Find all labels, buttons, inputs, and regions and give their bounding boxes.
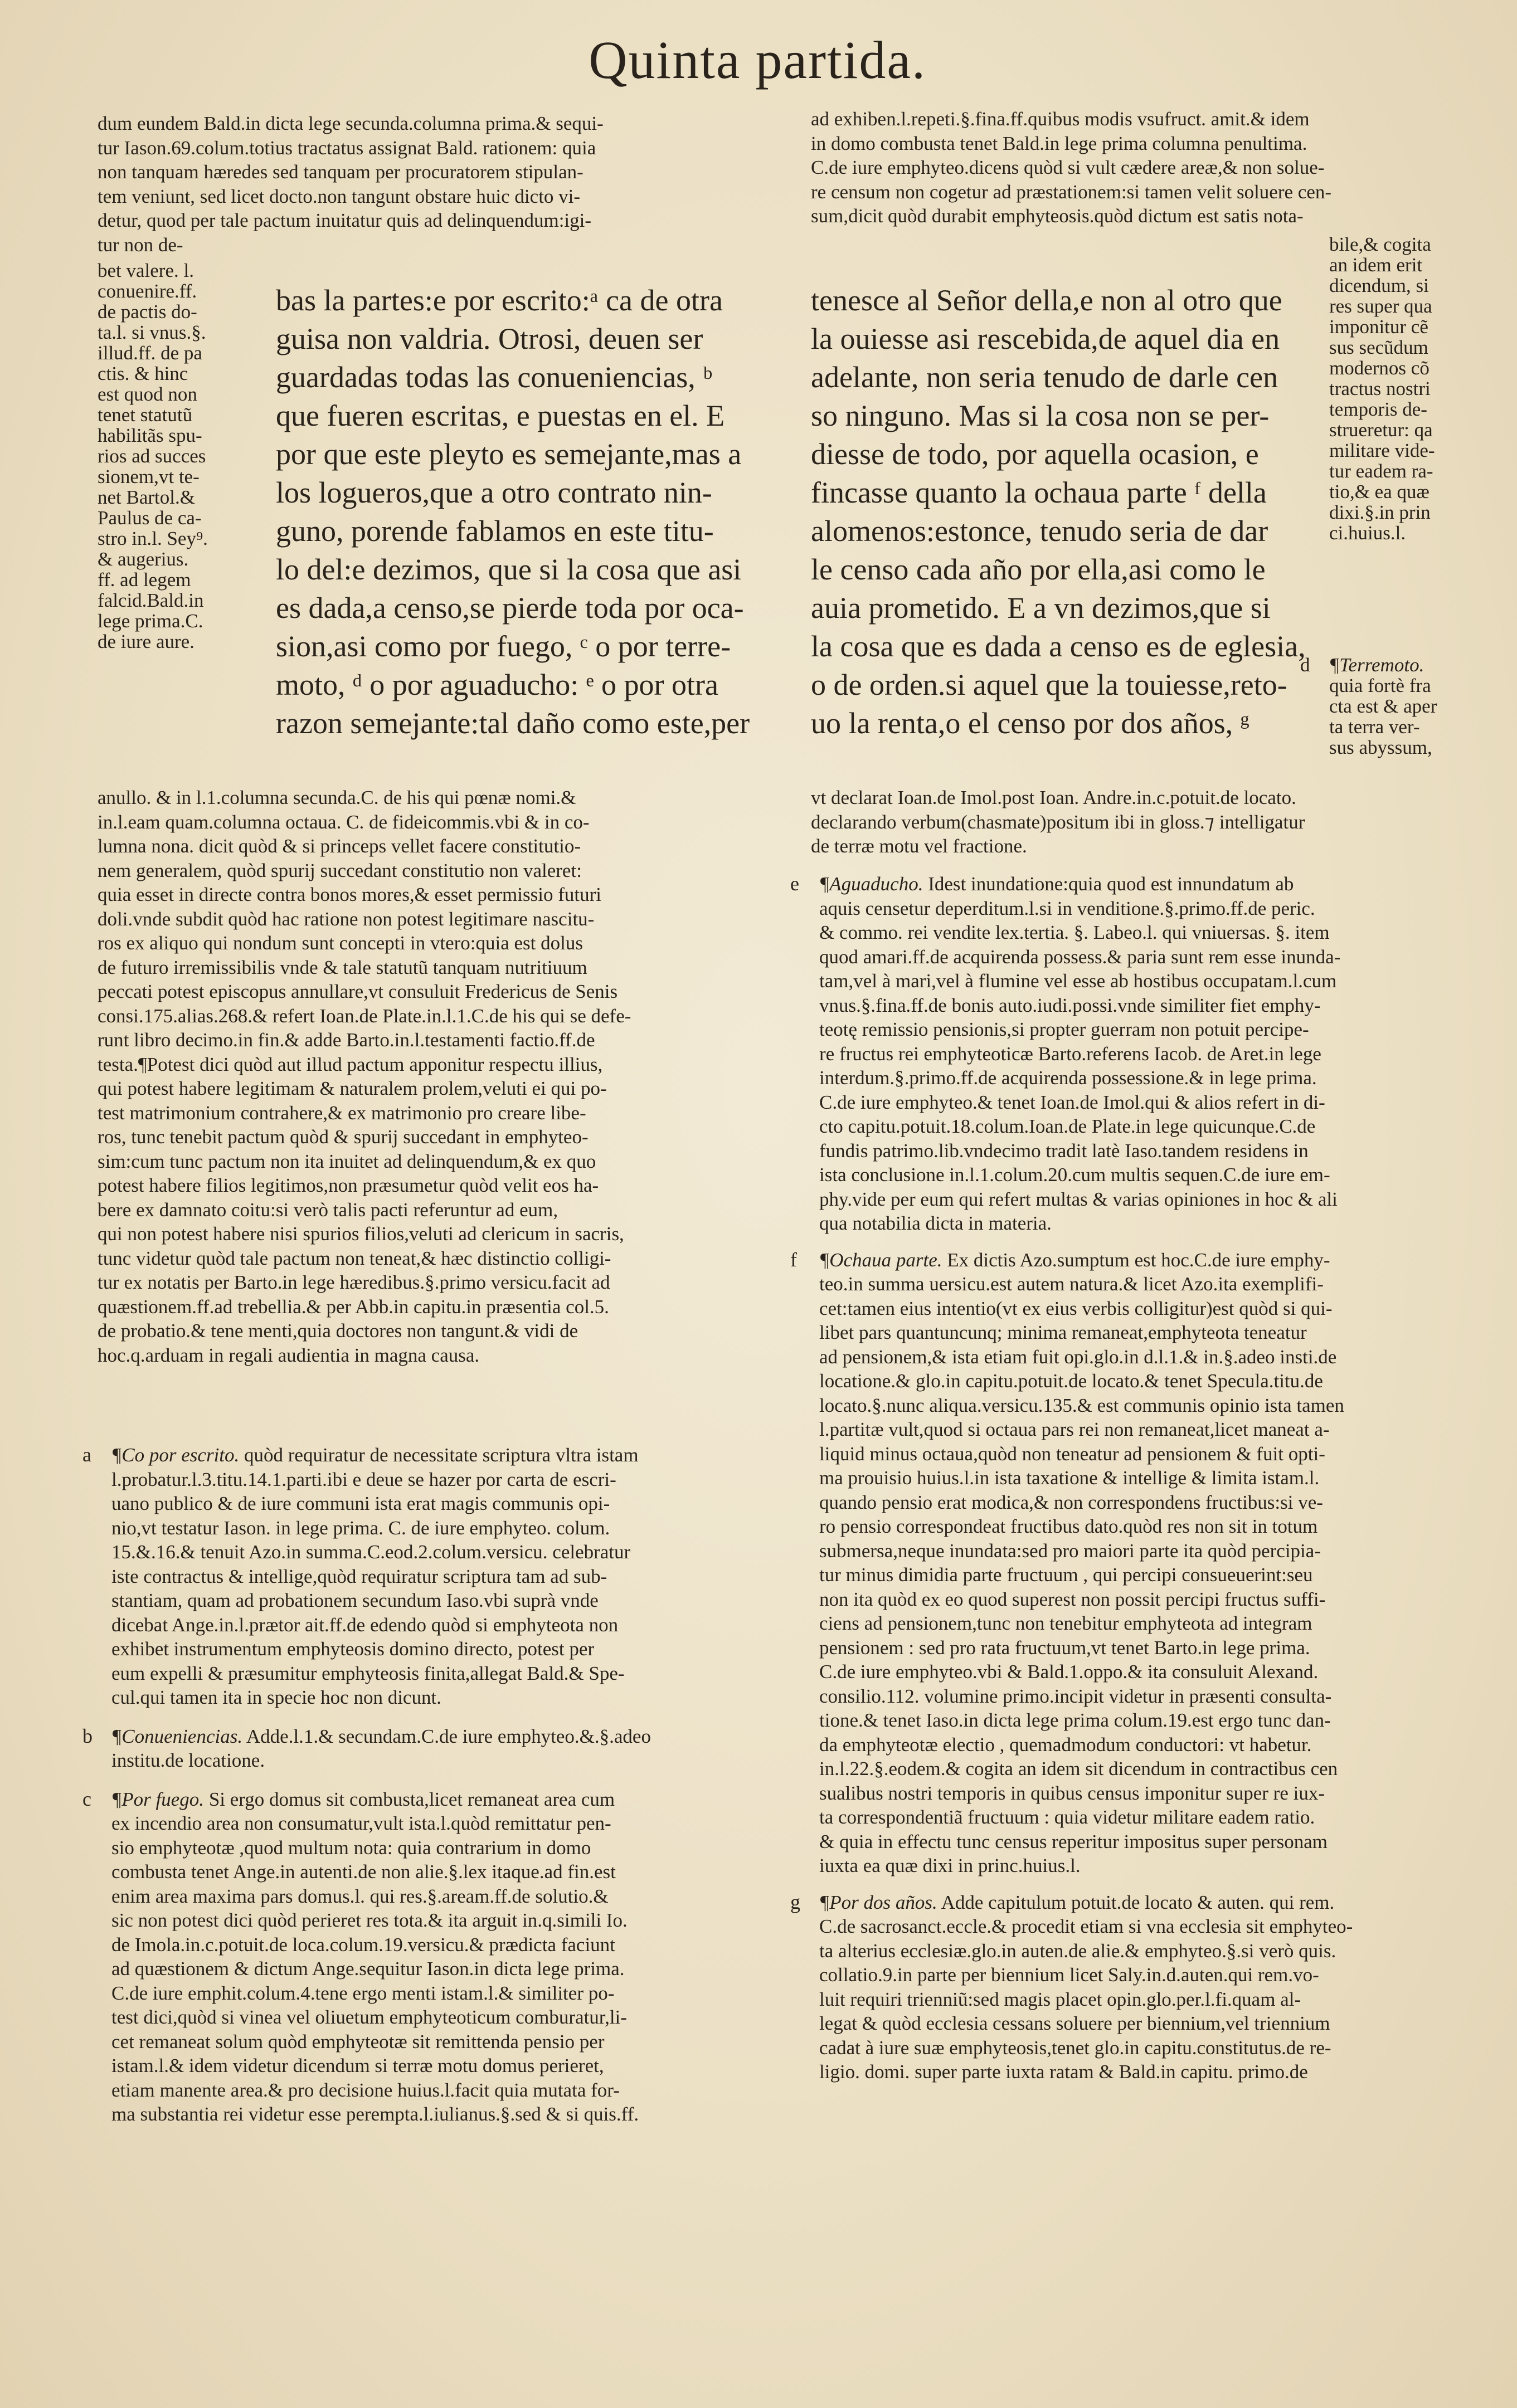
note-line: ad pensionem,& ista etiam fuit opi.glo.in d.l.1.& in.§.adeo insti.de [819, 1346, 1337, 1368]
left-main-text [276, 281, 777, 743]
gloss-line: tem veniunt, sed licet docto.non tangunt obstare huic dicto vi- [98, 185, 581, 207]
main-text-line: guno, porende fablamos en este titu- [276, 514, 714, 548]
gloss-line: tur ex notatis per Barto.in lege hæredibus.§.primo versicu.facit ad [98, 1271, 610, 1293]
margin-line: & augerius. [98, 548, 189, 570]
main-text-line: guardadas todas las conueniencias, ᵇ [276, 360, 712, 394]
note-line: cto capitu.potuit.18.colum.Ioan.de Plate.in lege quicunque.C.de [819, 1115, 1316, 1137]
note-line: legat & quòd ecclesia cessans soluere per biennium,vel triennium [819, 2012, 1330, 2034]
note-line: libet pars quantuncunq; minima remaneat,emphyteota teneatur [819, 1322, 1307, 1343]
note-line: phy.vide per eum qui refert multas & varias opiniones in hoc & ali [819, 1188, 1338, 1210]
note-line: combusta tenet Ange.in autenti.de non alie.§.lex itaque.ad fin.est [111, 1861, 616, 1883]
note-line: l.partitæ vult,quod si octaua pars rei non remaneat,licet maneat a- [819, 1419, 1330, 1440]
gloss-line: peccati potest episcopus annullare,vt consuluit Fredericus de Senis [98, 981, 618, 1002]
right-margin-note-d [1300, 654, 1480, 758]
gloss-line: lumna nona. dicit quòd & si princeps vellet facere constitutio- [98, 835, 581, 857]
gloss-line: tur non de- [98, 233, 183, 256]
note-line: teo.in summa uersicu.est autem natura.& licet Azo.ita exemplifi- [819, 1273, 1324, 1295]
gloss-line: potest habere filios legitimos,non præsumetur quòd velit eos ha- [98, 1174, 599, 1196]
gloss-line: re censum non cogetur ad præstationem:si tamen velit soluere cen- [811, 181, 1332, 203]
gloss-line: sim:cum tunc pactum non ita inuitet ad delinquendum,& ex quo [98, 1150, 596, 1172]
note-line: tam,vel à mari,vel à flumine vel esse ab hostibus occupatam.l.cum [819, 970, 1337, 992]
note-line: l.probatur.l.3.titu.14.1.parti.ibi e deue se hazer por carta de escri- [111, 1468, 616, 1490]
note-line: quod amari.ff.de acquirenda possess.& paria sunt rem esse inunda- [819, 945, 1341, 968]
note-line: C.de sacrosanct.eccle.& procedit etiam si vna ecclesia sit emphyteo- [819, 1915, 1353, 1937]
main-text-line: auia prometido. E a vn dezimos,que si [811, 591, 1271, 625]
note-heading: ¶Por fuego. [111, 1788, 205, 1810]
note-line: cet:tamen eius intentio(vt ex eius verbis colligitur)est quòd si qui- [819, 1297, 1333, 1319]
note-line: da emphyteotæ electio , quemadmodum conductori: vt habetur. [819, 1733, 1312, 1756]
note-line: etiam manente area.& pro decisione huius.l.facit quia mutata for- [111, 2079, 620, 2101]
margin-line: ci.huius.l. [1329, 522, 1406, 544]
note-line: sus abyssum, [1329, 737, 1432, 758]
right-gloss-top [811, 107, 1469, 228]
main-text-line: so ninguno. Mas si la cosa non se per- [811, 399, 1270, 432]
gloss-line: quæstionem.ff.ad trebellia.& per Abb.in capitu.in præsentia col.5. [98, 1295, 609, 1318]
note-line: vnus.§.fina.ff.de bonis auto.iudi.possi.vnde similiter fiet emphy- [819, 994, 1321, 1016]
main-text-line: la ouiesse asi rescebida,de aquel dia en [811, 322, 1280, 355]
note-heading: ¶Conueniencias. [111, 1725, 243, 1747]
margin-line: bile,& cogita [1329, 233, 1431, 255]
note-line: ro pensio correspondeat fructibus dato.quòd res non sit in totum [819, 1515, 1318, 1537]
note-line: C.de iure emphit.colum.4.tene ergo menti istam.l.& similiter po- [111, 1982, 615, 2004]
note-line: Adde.l.1.& secundam.C.de iure emphyteo.&.§.adeo [242, 1725, 651, 1747]
note-line: dicebat Ange.in.l.prætor ait.ff.de edendo quòd si emphyteota non [111, 1614, 619, 1636]
main-text-line: razon semejante:tal daño como este,per [276, 706, 750, 740]
margin-line: ta.l. si vnus.§. [98, 321, 206, 343]
margin-line: res super qua [1329, 295, 1432, 317]
gloss-line: C.de iure emphyteo.dicens quòd si vult cædere areæ,& non solue- [811, 157, 1325, 178]
note-heading: ¶Co por escrito. [111, 1444, 240, 1466]
note-first-line [111, 1443, 772, 1468]
gloss-line: test matrimonium contrahere,& ex matrimonio pro creare libe- [98, 1101, 586, 1124]
gloss-line: testa.¶Potest dici quòd aut illud pactum apponitur respectu illius, [98, 1053, 603, 1075]
right-gloss-after-d [811, 786, 1469, 859]
note-line: istam.l.& idem videtur dicendum si terræ motu domus perieret, [111, 2055, 604, 2076]
gloss-line: tur Iason.69.colum.totius tractatus assignat Bald. rationem: quia [98, 137, 596, 159]
note-line: quando pensio erat modica,& non correspondens fructibus:si ve- [819, 1491, 1323, 1513]
note-line: ista conclusione in.l.1.colum.20.cum multis sequen.C.de iure em- [819, 1164, 1330, 1186]
gloss-line: runt libro decimo.in fin.& adde Barto.in.l.testamenti factio.ff.de [98, 1029, 595, 1051]
main-text-line: bas la partes:e por escrito:ᵃ ca de otra [276, 284, 723, 317]
note-first-line [819, 1890, 1469, 1915]
note-line: iste contractus & intellige,quòd requiratur scriptura tam ad sub- [111, 1565, 607, 1587]
gloss-line: ad exhiben.l.repeti.§.fina.ff.quibus modis vsufruct. amit.& idem [811, 108, 1310, 130]
main-text-line: es dada,a censo,se pierde toda por oca- [276, 591, 744, 625]
note-line: ciens ad pensionem,tunc non tenebitur emphyteota ad integram [819, 1612, 1312, 1634]
note-line: luit requiri trienniũ:sed magis placet opin.glo.per.l.fi.quam al- [819, 1988, 1301, 2010]
right-notes [790, 872, 1469, 2084]
note-line: C.de iure emphyteo.& tenet Ioan.de Imol.qui & alios refert in di- [819, 1091, 1325, 1113]
main-text-line: la cosa que es dada a censo es de eglesia, [811, 630, 1306, 663]
main-text-line: adelante, non seria tenudo de darle cen [811, 360, 1278, 394]
main-text-line: moto, ᵈ o por aguaducho: ᵉ o por otra [276, 668, 718, 701]
note-line: quia fortè fra [1329, 675, 1431, 696]
note-line: consilio.112. volumine primo.incipit videtur in præsenti consulta- [819, 1685, 1332, 1707]
note-line: & commo. rei vendite lex.tertia. §. Labeo.l. qui vniuersas. §. item [819, 922, 1330, 943]
gloss-line: detur, quod per tale pactum inuitatur quis ad delinquendum:igi- [98, 209, 592, 231]
gloss-note [82, 1787, 772, 2127]
main-text-line: alomenos:estonce, tenudo seria de dar [811, 514, 1268, 548]
margin-line: Paulus de ca- [98, 507, 202, 529]
right-margin-gloss [1329, 234, 1480, 543]
note-letter: d [1300, 654, 1310, 676]
note-line: non ita quòd ex eo quod superest non possit percipi fructus suffi- [819, 1588, 1326, 1610]
margin-line: ctis. & hinc [98, 363, 188, 384]
left-margin-gloss [98, 260, 270, 652]
note-line: pensionem : sed pro rata fructuum,vt tenet Barto.in lege prima. [819, 1636, 1310, 1659]
margin-line: de iure aure. [98, 631, 195, 652]
main-text-line: le censo cada año por ella,asi como le [811, 553, 1266, 586]
margin-line: sionem,vt te- [98, 466, 200, 488]
note-line: sic non potest dici quòd perieret res tota.& ita arguit in.q.simili Io. [111, 1909, 628, 1931]
note-line: stantiam, quam ad probationem secundum Iaso.vbi suprà vnde [111, 1590, 599, 1611]
margin-line: strueretur: qa [1329, 419, 1433, 441]
note-first-line [111, 1787, 772, 1812]
gloss-line: anullo. & in l.1.columna secunda.C. de his qui pœnæ nomi.& [98, 787, 576, 808]
gloss-note [82, 1443, 772, 1710]
margin-line: falcid.Bald.in [98, 589, 204, 611]
margin-line: lege prima.C. [98, 610, 203, 632]
margin-line: illud.ff. de pa [98, 342, 202, 364]
note-line: ta alterius ecclesiæ.glo.in auten.de alie.& emphyteo.§.si verò quis. [819, 1939, 1336, 1962]
main-text-line: tenesce al Señor della,e non al otro que [811, 284, 1282, 317]
gloss-line: in domo combusta tenet Bald.in lege prima columna penultima. [811, 132, 1307, 154]
note-line: locato.§.nunc aliqua.versicu.135.& est communis opinio ista tamen [819, 1394, 1344, 1416]
margin-line: habilitãs spu- [98, 425, 202, 446]
note-letter: c [82, 1787, 91, 1810]
margin-line: tractus nostri [1329, 378, 1431, 399]
note-line: locatione.& glo.in capitu.potuit.de locato.& tenet Specula.titu.de [819, 1370, 1323, 1392]
note-letter: f [790, 1248, 797, 1271]
note-line: test dici,quòd si vinea vel oliuetum emphyteoticum comburatur,li- [111, 2006, 627, 2028]
gloss-line: de futuro irremissibilis vnde & tale statutũ tanquam nutritiuum [98, 956, 587, 978]
note-line: institu.de locatione. [111, 1749, 265, 1771]
note-letter: b [82, 1724, 93, 1747]
main-text-line: por que este pleyto es semejante,mas a [276, 437, 742, 471]
page-title: Quinta partida. [589, 30, 926, 90]
gloss-line: dum eundem Bald.in dicta lege secunda.columna prima.& sequi- [98, 113, 604, 134]
gloss-line: de terræ motu vel fractione. [811, 835, 1027, 857]
note-line: ligio. domi. super parte iuxta ratam & Bald.in capitu. primo.de [819, 2061, 1308, 2083]
main-text-line: guisa non valdria. Otrosi, deuen ser [276, 322, 703, 355]
margin-line: dixi.§.in prin [1329, 501, 1431, 523]
gloss-note [82, 1724, 772, 1773]
main-text-line: o de orden.si aquel que la touiesse,reto- [811, 668, 1287, 701]
note-line: Idest inundatione:quia quod est innundatum ab [923, 873, 1294, 895]
note-first-line [111, 1724, 772, 1749]
margin-line: de pactis do- [98, 301, 197, 323]
note-line: ma prouisio huius.l.in ista taxatione & intellige & limita istam.l. [819, 1467, 1320, 1489]
gloss-line: qui non potest habere nisi spurios filios,veluti ad clericum in sacris, [98, 1223, 624, 1245]
note-line: C.de iure emphyteo.vbi & Bald.1.oppo.& ita consuluit Alexand. [819, 1661, 1319, 1683]
note-line: cet remaneat solum quòd emphyteotæ sit remittenda pensio per [111, 2030, 605, 2053]
margin-line: temporis de- [1329, 398, 1427, 420]
margin-line: militare vide- [1329, 440, 1435, 461]
note-heading: ¶Terremoto. [1329, 654, 1424, 676]
note-line: teotę remissio pensionis,si propter guerram non potuit percipe- [819, 1018, 1309, 1040]
main-text-line: que fueren escritas, e puestas en el. E [276, 399, 725, 432]
note-line: uano publico & de iure communi ista erat magis communis opi- [111, 1493, 610, 1514]
gloss-line: sum,dicit quòd durabit emphyteosis.quòd dictum est satis nota- [811, 205, 1304, 227]
note-line: exhibet instrumentum emphyteosis domino directo, potest per [111, 1638, 595, 1660]
margin-line: est quod non [98, 383, 197, 405]
gloss-note [790, 872, 1469, 1236]
margin-line: conuenire.ff. [98, 280, 197, 302]
main-text-line: lo del:e dezimos, que si la cosa que asi [276, 553, 742, 586]
gloss-line: ros ex aliquo qui nondum sunt concepti in vtero:quia est dolus [98, 932, 583, 954]
note-line: 15.&.16.& tenuit Azo.in summa.C.eod.2.colum.versicu. celebratur [111, 1541, 631, 1563]
margin-line: stro in.l. Sey⁹. [98, 528, 208, 549]
left-notes [82, 1443, 772, 2127]
note-line: ma substantia rei videtur esse perempta.l.iulianus.§.sed & si quis.ff. [111, 2103, 639, 2125]
note-line: in.l.22.§.eodem.& cogita an idem sit dicendum in contractibus cen [819, 1758, 1338, 1780]
note-line: quòd requiratur de necessitate scriptura vltra istam [239, 1444, 639, 1466]
margin-line: bet valere. l. [98, 260, 194, 281]
note-line: re fructus rei emphyteoticæ Barto.referens Iacob. de Aret.in lege [819, 1042, 1321, 1065]
margin-line: dicendum, si [1329, 275, 1429, 296]
note-line: ex incendio area non consumatur,vult ista.l.quòd remittatur pen- [111, 1812, 611, 1834]
note-line: & quia in effectu tunc census reperitur impositus super personam [819, 1830, 1328, 1853]
note-line: ad quæstionem & dictum Ange.sequitur Iason.in dicta lege prima. [111, 1958, 625, 1980]
margin-line: an idem erit [1329, 254, 1423, 276]
note-line: Ex dictis Azo.sumptum est hoc.C.de iure emphy- [942, 1249, 1330, 1271]
gloss-line: in.l.eam quam.columna octaua. C. de fideicommis.vbi & in co- [98, 811, 590, 833]
note-line: sualibus nostri temporis in quibus census imponitur super re iux- [819, 1782, 1325, 1804]
gloss-line: bere ex damnato coitu:si verò talis pacti referuntur ad eum, [98, 1198, 558, 1221]
note-first-line [819, 872, 1469, 896]
note-line: interdum.§.primo.ff.de acquirenda possessione.& in lege prima. [819, 1067, 1317, 1089]
main-text-line: los logueros,que a otro contrato nin- [276, 476, 712, 509]
margin-line: tio,& ea quæ [1329, 481, 1430, 503]
note-line: sio emphyteotæ ,quod multum nota: quia contrarium in domo [111, 1836, 591, 1859]
note-first-line [819, 1248, 1469, 1273]
gloss-note [790, 1890, 1469, 2084]
gloss-line: de probatio.& tene menti,quia doctores non tangunt.& vidi de [98, 1320, 578, 1342]
note-line: ta terra ver- [1329, 716, 1420, 738]
note-line: de Imola.in.c.potuit.de loca.colum.19.versicu.& prædicta faciunt [111, 1933, 615, 1956]
gloss-line: vt declarat Ioan.de Imol.post Ioan. Andre.in.c.potuit.de locato. [811, 787, 1296, 808]
left-gloss-top [98, 111, 772, 257]
margin-line: tur eadem ra- [1329, 460, 1433, 482]
note-line: nio,vt testatur Iason. in lege prima. C. de iure emphyteo. colum. [111, 1517, 610, 1539]
main-text-line: uo la renta,o el censo por dos años, ᵍ [811, 706, 1250, 740]
gloss-line: doli.vnde subdit quòd hac ratione non potest legitimare nascitu- [98, 908, 595, 930]
note-line: fundis patrimo.lib.vndecimo tradit latè Iaso.tandem residens in [819, 1139, 1309, 1162]
gloss-line: non tanquam hæredes sed tanquam per procuratorem stipulan- [98, 161, 584, 183]
note-line: Adde capitulum potuit.de locato & auten. qui rem. [937, 1891, 1335, 1913]
note-line: collatio.9.in parte per biennium licet Saly.in.d.auten.qui rem.vo- [819, 1964, 1319, 1986]
note-first-line [1300, 654, 1480, 676]
note-line: ta correspondentiã fructuum : quia videtur militare eadem ratio. [819, 1806, 1315, 1828]
right-main-text [811, 281, 1312, 743]
note-line: aquis censetur deperditum.l.si in venditione.§.primo.ff.de peric. [819, 897, 1315, 919]
note-heading: ¶Por dos años. [819, 1891, 937, 1913]
note-line: tione.& tenet Iaso.in dicta lege prima colum.19.est ergo tunc dan- [819, 1709, 1331, 1731]
gloss-line: consi.175.alias.268.& refert Ioan.de Plate.in.l.1.C.de his qui se defe- [98, 1005, 631, 1027]
margin-line: ff. ad legem [98, 569, 191, 591]
gloss-line: hoc.q.arduam in regali audientia in magna causa. [98, 1344, 480, 1366]
note-letter: e [790, 872, 799, 895]
note-line: tur minus dimidia parte fructuum , qui percipi consueuerint:seu [819, 1564, 1313, 1586]
gloss-line: declarando verbum(chasmate)positum ibi in gloss.⁊ intelligatur [811, 811, 1305, 833]
note-heading: ¶Aguaducho. [819, 873, 923, 895]
margin-line: sus secũdum [1329, 337, 1428, 358]
main-text-line: diesse de todo, por aquella ocasion, e [811, 437, 1259, 471]
gloss-line: ros, tunc tenebit pactum quòd & spurij succedant in emphyteo- [98, 1126, 589, 1148]
margin-line: tenet statutũ [98, 404, 193, 426]
note-line: liquid minus octaua,quòd non teneatur ad pensionem & fuit opti- [819, 1442, 1325, 1465]
note-line: cul.qui tamen ita in specie hoc non dicunt. [111, 1686, 441, 1708]
note-line: submersa,neque inundata:sed pro maiori parte ita quòd percipia- [819, 1539, 1321, 1562]
main-text-line: fincasse quanto la ochaua parte ᶠ della [811, 476, 1267, 509]
margin-line: imponitur cẽ [1329, 316, 1428, 338]
margin-line: net Bartol.& [98, 486, 195, 508]
note-line: qua notabilia dicta in materia. [819, 1212, 1052, 1234]
gloss-note [790, 1248, 1469, 1878]
note-line: eum expelli & præsumitur emphyteosis finita,allegat Bald.& Spe- [111, 1662, 625, 1684]
gloss-line: qui potest habere legitimam & naturalem prolem,veluti ei qui po- [98, 1078, 607, 1099]
note-letter: a [82, 1444, 91, 1466]
note-letter: g [790, 1890, 800, 1913]
note-line: Si ergo domus sit combusta,licet remaneat area cum [204, 1788, 615, 1810]
note-line: enim area maxima pars domus.l. qui res.§.aream.ff.de solutio.& [111, 1885, 609, 1907]
margin-line: modernos cõ [1329, 357, 1430, 379]
note-line: cadat à iure suæ emphyteosis,tenet glo.in capitu.constitutus.de re- [819, 2036, 1331, 2059]
gloss-line: quia esset in directe contra bonos mores,& esset permissio futuri [98, 884, 601, 905]
note-line: iuxta ea quæ dixi in princ.huius.l. [819, 1855, 1081, 1876]
gloss-line: nem generalem, quòd spurij succedant constitutio non valeret: [98, 859, 582, 881]
note-line: cta est & aper [1329, 695, 1437, 717]
margin-line: rios ad succes [98, 445, 206, 467]
main-text-line: sion,asi como por fuego, ᶜ o por terre- [276, 630, 731, 663]
left-gloss-body [98, 786, 772, 1367]
gloss-line: tunc videtur quòd tale pactum non teneat,& hæc distinctio colligi- [98, 1247, 611, 1269]
note-heading: ¶Ochaua parte. [819, 1249, 942, 1271]
